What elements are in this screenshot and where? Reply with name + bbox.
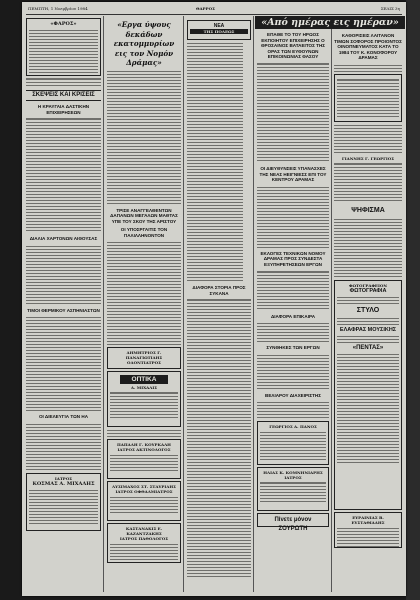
dentist-ad-name: ΔΗΜΗΤΡΙΟΣ Γ. ΠΑΝΑΓΙΩΤΙΔΗΣ <box>125 350 163 361</box>
radiologist-ad-name: ΠΑΠΑΛΗ Γ. ΚΟΥΡΚΑΛΗ <box>117 442 171 448</box>
column-4-small-headline-2: ΣΥΝΘΗΚΕΣ ΤΩΝ ΕΡΓΩΝ <box>266 345 320 351</box>
panos-ad-name: ΓΕΩΡΓΙΟΣ Α. ΠΑΝΟΣ <box>269 424 317 430</box>
announcement-box <box>334 74 402 122</box>
efstathiadis-ad-name: ΕΥΡΑΙΝΙΑΣ Β. ΕΥΣΤΑΘΙΑΔΗΣ <box>351 514 385 525</box>
city-news-title: ΝΕΑ <box>213 23 225 29</box>
komniniaris-ad-name: ΗΛΙΑΣ Κ. ΚΟΜΝΗΝΙΑΡΗΣ <box>263 470 323 476</box>
ophthalmologist-ad-name: ΛΥΣΙΜΑΧΟΣ ΣΤ. ΣΤΑΥΡΙΔΗΣ <box>112 484 176 490</box>
sourotis-slogan: Πίνετε μόνον ΣΟΥΡΩΤΗ <box>257 513 329 527</box>
masthead-date: ΠΕΜΠΤΗ, 1 Νοεμβρίου 1984 <box>28 6 88 11</box>
doctor-ad-box <box>26 473 101 531</box>
column-rule <box>183 16 184 592</box>
column-5 <box>334 30 402 592</box>
daily-column-banner: «Από ημέρας εις ημέραν» <box>255 16 405 29</box>
headline-3: ΤΙΜΟΙ ΘΕΡΜΙΚΟΥ ΑΣΠΗΝΙΑΣΤΩΝ <box>27 307 100 313</box>
column-4-headline-3: ΕΚΛΟΓΕΣ ΤΕΧΝΙΚΩΝ ΝΟΜΟΥ ΔΡΑΜΑΣ ΠΡΟΣ ΣΥΝΔΕΣΤΑ ΕΞΥΠΗΡΕΤΗΣΕΩΝ ΕΡΓΩΝ <box>260 250 326 267</box>
masthead-bar <box>26 5 402 15</box>
section-title: ΣΚΕΨΕΙΣ ΚΑΙ ΚΡΙΣΕΙΣ <box>26 90 101 101</box>
headline-2: ΔΙΑΛΙΑ ΧΑΡΤΟΝΩΝ ΑΙΘΟΥΣΑΣ <box>29 236 98 242</box>
ophthalmologist-ad-box <box>107 481 181 521</box>
ophthalmologist-ad-label: ΙΑΤΡΟΣ ΟΦΘΑΛΜΙΑΤΡΟΣ <box>115 489 173 495</box>
faros-box-title: «ΦΑΡΟΣ» <box>50 21 77 27</box>
efstathiadis-ad-box <box>334 512 402 548</box>
komniniaris-ad-label: ΙΑΤΡΟΣ <box>284 475 302 481</box>
photo-studio-label: ΦΩΤΟΓΡΑΦΙΑ <box>349 287 387 294</box>
column-3-headline: ΔΙΑΦΟΡΑ ΣΤΟΡΙΑ ΠΡΟΣ ΣΥΚΑΝΑ <box>192 285 246 296</box>
komniniaris-ad-box <box>257 467 329 511</box>
pentas-store-name: «ΠΕΝΤΑΣ» <box>352 344 384 351</box>
column-4-small-headline: ΔΙΑΦΟΡΑ ΕΠΙΚΑΙΡΑ <box>270 313 316 319</box>
headline-4: ΟΙ ΔΙΕΛΕΥΓΙΑ ΤΩΝ ΗΑ <box>38 414 89 420</box>
pathologist-ad-name: ΚΑΣΤΑΝΑΚΙΣ Ε. ΚΑΖΑΝΤΖΑΚΗΣ <box>125 526 163 537</box>
radiologist-ad-label: ΙΑΤΡΟΣ ΑΚΤΙΝΟΛΟΓΟΣ <box>117 447 171 453</box>
dentist-ad-label: ΟΔΟΝΤΙΑΤΡΟΣ <box>127 360 161 366</box>
pathologist-ad-label: ΙΑΤΡΟΣ ΠΑΘΟΛΟΓΟΣ <box>119 536 169 542</box>
column-rule <box>331 16 332 592</box>
dentist-ad-box <box>107 347 181 369</box>
faros-box <box>26 18 101 76</box>
headline-1: Η ΚΡΑΥΓΑΙΑ ΔΑΣΤΙΚΗΝ ΕΠΙΧΕΙΡΗΣΕΩΝ <box>37 104 90 115</box>
psifisma-title: ΨΗΦΙΣΜΑ <box>351 206 385 214</box>
subhead-1: ΤΡΙΣΕ ΑΝΑΓΓΕΛΘΕΝΤΩΝ ΔΑΠΑΝΩΝ ΜΕΓΑΛΩΝ ΜΑΘΤΑΣ ΥΠΕ ΤΟΥ ΣΚΟΥ ΤΗΣ ΑΡΙΣΤΟΥ <box>110 207 178 224</box>
column-4-headline-1: ΕΠΑΘΕ ΤΟ ΤΟΥ ΗΡΩΟΣ ΕΚΠΟΙΗΤΟΥ ΕΠΙΧΕΙΡΗΣΗΣ Ο ΘΡΟΣΑΙΝΟΣ ΒΑΤΑΕΙΤΟΣ ΤΗΣ ΟΡΑΣ ΤΩΝ ΕΥΘΟΥΝΩΝ ΕΠΙΚΟΙΝΩΝΙΑΣ ΘΑΣΟΥ <box>260 32 326 60</box>
signature: ΓΙΑΝΝΗΣ Γ. ΓΕΩΡΓΙΟΣ <box>341 155 395 161</box>
page-gutter-shadow <box>406 0 420 600</box>
column-3 <box>187 16 251 592</box>
lead-headline: «Εργα ύψους δεκάδων εκατομμυρίων εις τον Νομόν Δράμας» <box>113 20 175 67</box>
city-news-subtitle: ΤΗΣ ΠΟΛΕΩΣ <box>190 29 248 34</box>
masthead-title: ΘΑΡΡΟΣ <box>196 6 215 11</box>
column-5-headline: ΚΑΘΟΡΙΣΕΙΣ ΛΑΙΤΑΝΟΝ ΤΙΜΩΝ ΣΟΦΟΡΟΣ ΠΡΟΙΟΝΤΟΣ ΟΙΝΟΠΝΕΥΜΑΤΟΣ ΚΑΤΑ ΤΟ 1984 ΤΟΥ Κ. ΚΟΝΟΦΟΡΟΥ ΔΡΑΜΑΣ <box>334 33 402 61</box>
city-news-box <box>187 20 251 40</box>
column-rule <box>103 16 104 592</box>
radiologist-ad-box <box>107 439 181 479</box>
pathologist-ad-box <box>107 523 181 563</box>
studio-name: ΣΤΥΛΟ <box>356 306 380 314</box>
photo-studio-title: ΦΩΤΟΓΡΑΦΕΙΟΝ <box>348 282 387 288</box>
column-4-bottom-headline: ΒΕΛΙΑΡΟΥ ΔΙΑΧΕΙΡΙΣΤΗΣ <box>265 392 321 398</box>
music-store-name: ΕΛΑΦΡΑΣ ΜΟΥΣΙΚΗΣ <box>339 326 397 333</box>
optika-title: ΟΠΤΙΚΑ <box>120 375 168 384</box>
column-1 <box>26 16 101 592</box>
doctor-ad-name: ΚΟΣΜΑΣ Α. ΜΙΧΑΛΗΣ <box>32 480 95 487</box>
optika-ad-box <box>107 371 181 427</box>
panos-ad-box <box>257 421 329 465</box>
column-rule <box>253 16 254 592</box>
photo-studio-ad <box>334 280 402 510</box>
optika-name: Δ. ΜΙΧΑΛΙΣ <box>130 385 158 391</box>
column-2 <box>107 16 181 592</box>
newspaper-page <box>22 2 406 596</box>
subhead-2: ΟΙ ΥΠΟΣΡΓΑΙΤΙΣ ΤΟΝ ΠΑΛΙΛΛΗΝΟΝΤΟΝ <box>120 227 168 238</box>
doctor-ad-label: ΙΑΤΡΟΣ <box>54 475 73 481</box>
masthead-page: ΣΕΛΙΣ 3η <box>380 6 400 11</box>
column-4-headline-2: ΟΙ ΔΙΕΥΘΥΝΣΕΙΣ ΥΠΑΝΑΣΧΕΣ ΤΗΣ ΝΕΑΣ ΗΕΙΓΝΙΕΣΣ ΕΠΙ ΤΟΥ ΚΕΝΤΡΟΥ ΔΡΑΜΑΣ <box>259 165 327 183</box>
